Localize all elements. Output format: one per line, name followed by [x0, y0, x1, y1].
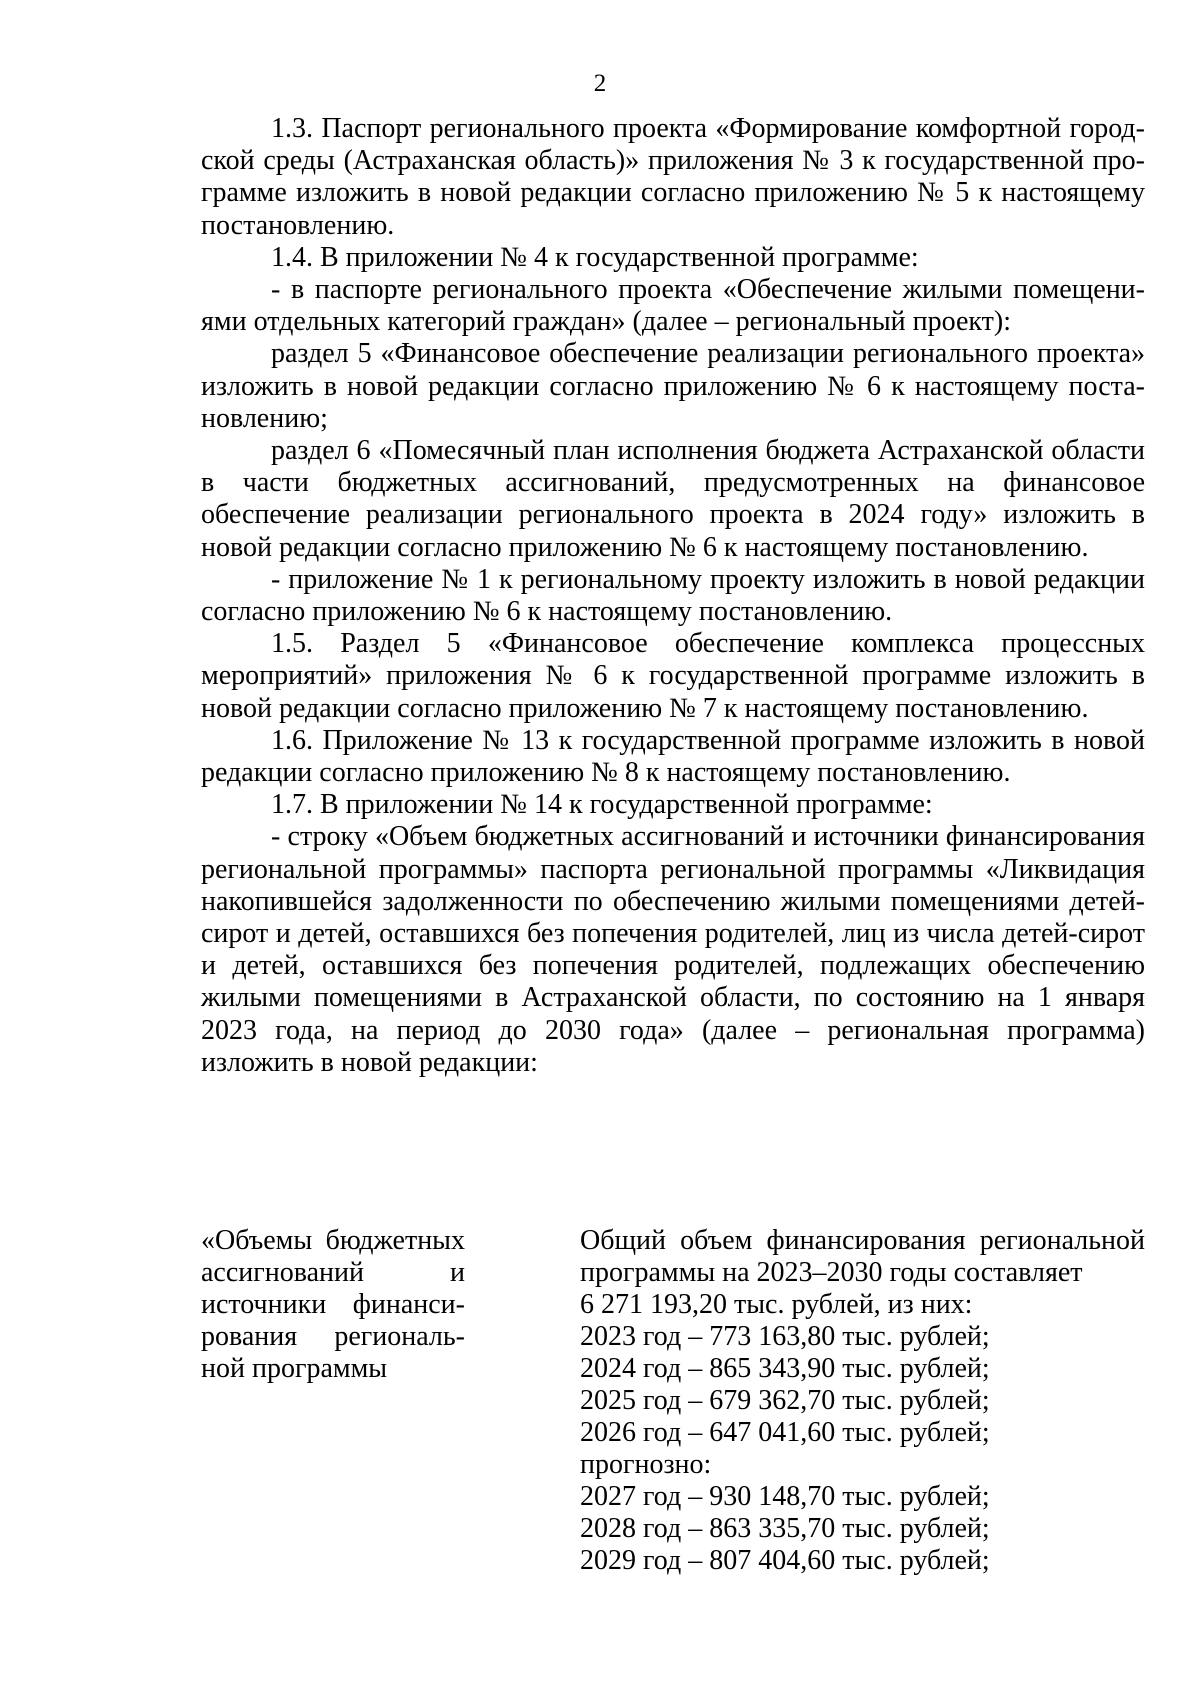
paragraph-1-7: 1.7. В приложении № 14 к государственной программе: — [271, 789, 933, 821]
paragraph-appendix-1: - приложение № 1 к региональному проекту изложить в новой редакции согласно приложению № 6 к настоящему постановлению. — [201, 563, 1145, 628]
paragraph-1-3: 1.3. Паспорт регионального проекта «Формирование комфортной городской среды (Астраханская область)» приложения № 3 к государственной программе изложить в новой редакции согласно приложению № 5 к настоящему постановлению. — [201, 113, 1145, 241]
funding-year-2024: 2024 год – 865 343,90 тыс. рублей; — [580, 1353, 990, 1384]
funding-total: 6 271 193,20 тыс. рублей, из них: — [580, 1289, 973, 1320]
funding-intro: Общий объем финансирования региональной программы на 2023–2030 годы составляет — [580, 1225, 1145, 1288]
funding-year-2025: 2025 год – 679 362,70 тыс. рублей; — [580, 1385, 990, 1416]
funding-forecast-label: прогнозно: — [580, 1449, 712, 1480]
funding-year-2028: 2028 год – 863 335,70 тыс. рублей; — [580, 1513, 990, 1544]
paragraph-1-5: 1.5. Раздел 5 «Финансовое обеспечение комплекса процессных мероприятий» приложения № 6 к государственной программе изложить в новой редакции согласно приложению № 7 к настоящему постановлению. — [201, 628, 1145, 724]
funding-year-2026: 2026 год – 647 041,60 тыс. рублей; — [580, 1417, 990, 1448]
funding-year-2027: 2027 год – 930 148,70 тыс. рублей; — [580, 1481, 990, 1512]
paragraph-1-4: 1.4. В приложении № 4 к государственной программе: — [271, 241, 919, 273]
paragraph-section-6: раздел 6 «Помесячный план исполнения бюджета Астраханской области в части бюджетных ассигнований, предусмотренных на финансовое обеспечение реализации регионального проекта в 2024 году» изложить в новой редакции согласно приложению № 6 к настоящему постановлению. — [201, 435, 1145, 563]
funding-table-values — [580, 1225, 1145, 1577]
document-body — [201, 113, 1145, 1079]
funding-year-2029: 2029 год – 807 404,60 тыс. рублей; — [580, 1545, 990, 1576]
paragraph-1-6: 1.6. Приложение № 13 к государственной программе изложить в новой редакции согласно приложению № 8 к настоящему постановлению. — [201, 724, 1145, 789]
page-number: 2 — [593, 70, 607, 97]
paragraph-section-5: раздел 5 «Финансовое обеспечение реализации регионального проекта» изложить в новой редакции согласно приложению № 6 к настоящему постановлению; — [201, 338, 1145, 434]
funding-year-2023: 2023 год – 773 163,80 тыс. рублей; — [580, 1321, 990, 1352]
funding-table-label: «Объемы бюджетных ассигнований и источники финансирования региональной программы — [201, 1225, 465, 1384]
paragraph-1-4-passport: - в паспорте регионального проекта «Обеспечение жилыми помещениями отдельных категорий граждан» (далее – региональный проект): — [201, 274, 1145, 338]
paragraph-1-7-row: - строку «Объем бюджетных ассигнований и источники финансирования региональной программы» паспорта региональной программы «Ликвидация накопившейся задолженности по обеспечению жилыми помещениями детей-сирот и детей, оставшихся без попечения родителей, лиц из числа детей-сирот и детей, оставшихся без попечения родителей, подлежащих обеспечению жилыми помещениями в Астраханской области, по состоянию на 1 января 2023 года, на период до 2030 года» (далее – региональная программа) изложить в новой редакции: — [201, 821, 1145, 1078]
